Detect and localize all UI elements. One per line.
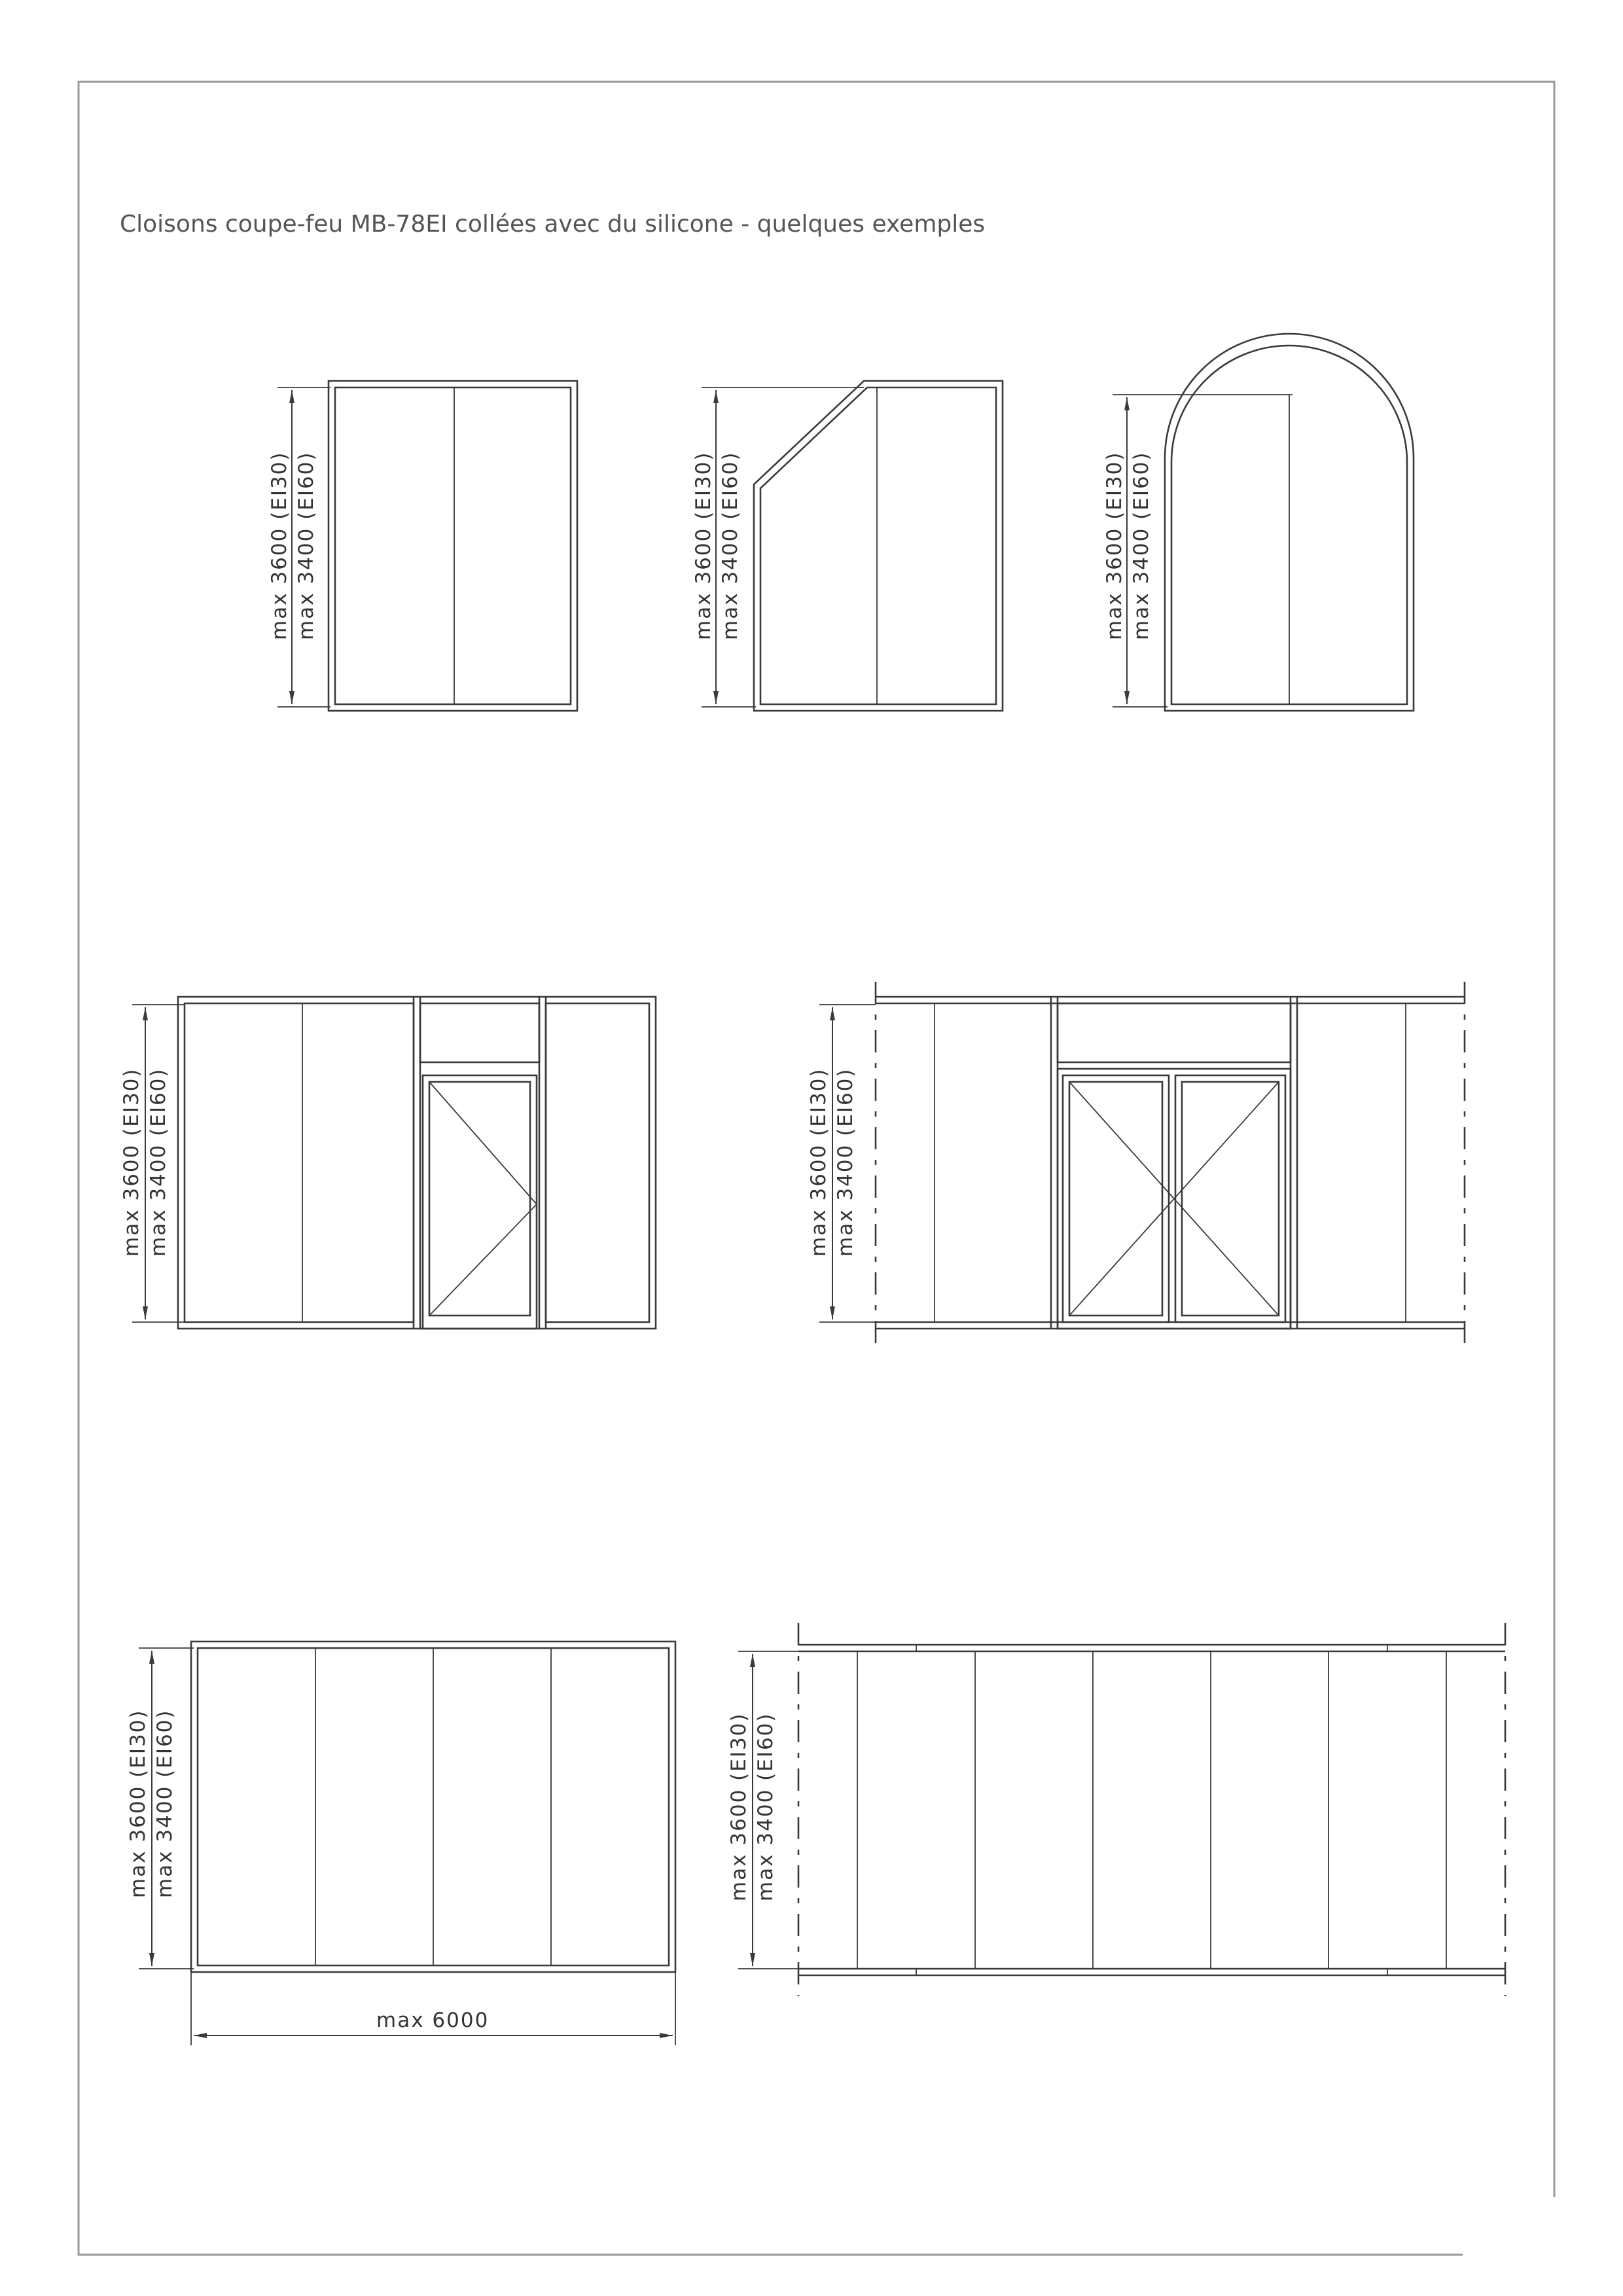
transom-light [1058, 1003, 1291, 1062]
dim-height-ei60: max 3400 (EI60) [834, 1067, 857, 1257]
dim-height-ei60: max 3400 (EI60) [153, 1709, 177, 1898]
dim-height-ei60: max 3400 (EI60) [294, 451, 318, 640]
inner-frame [760, 387, 996, 704]
width-dimension [191, 1972, 675, 2045]
door-leaf [423, 1075, 537, 1329]
example-slanted-top-corner [692, 381, 1003, 711]
example-four-panels-with-width [126, 1641, 675, 2045]
right-glazing [546, 1003, 649, 1322]
dim-height-ei30: max 3600 (EI30) [727, 1712, 751, 1901]
height-dimension [692, 387, 864, 707]
dim-height-ei30: max 3600 (EI30) [126, 1709, 150, 1898]
height-dimension [807, 1005, 876, 1322]
door-leaf-left-glazing [1069, 1082, 1162, 1316]
example-rectangular-two-panels [268, 381, 577, 711]
door-leaf-left [1063, 1075, 1169, 1322]
height-dimension [1103, 395, 1293, 707]
left-glazing [185, 1003, 414, 1322]
height-dimension [120, 1005, 185, 1322]
dim-height-ei30: max 3600 (EI30) [120, 1067, 143, 1257]
example-double-door-continuous [807, 982, 1465, 1348]
door-glazing [429, 1082, 530, 1316]
door-leaf-right-glazing [1182, 1082, 1279, 1316]
dim-height-ei60: max 3400 (EI60) [1130, 451, 1153, 640]
dim-height-ei30: max 3600 (EI30) [1103, 451, 1126, 640]
dim-height-ei60: max 3400 (EI60) [147, 1067, 170, 1257]
height-dimension [126, 1648, 194, 1969]
door-frame [423, 1075, 537, 1329]
dim-height-ei30: max 3600 (EI30) [692, 451, 715, 640]
door-swing-indicator [429, 1082, 537, 1316]
dim-height-ei60: max 3400 (EI60) [719, 451, 742, 640]
example-single-door [120, 997, 656, 1329]
dim-height-ei60: max 3400 (EI60) [754, 1712, 777, 1901]
example-continuous-multi-panel [727, 1623, 1505, 1996]
outer-frame [329, 381, 577, 711]
height-dimension [727, 1651, 798, 1969]
dim-width-max: max 6000 [376, 2009, 490, 2032]
example-arched-top [1103, 334, 1414, 711]
dim-height-ei30: max 3600 (EI30) [268, 451, 291, 640]
dim-height-ei30: max 3600 (EI30) [807, 1067, 830, 1257]
height-dimension [268, 387, 330, 707]
double-door [1058, 1069, 1291, 1329]
inner-frame [335, 387, 571, 704]
outer-frame [178, 997, 656, 1329]
page-title: Cloisons coupe-feu MB-78EI collées avec du silicone - quelques exemples [120, 211, 986, 238]
door-leaf-right [1175, 1075, 1285, 1322]
transom-light [420, 1003, 539, 1062]
outer-frame [754, 381, 1003, 711]
